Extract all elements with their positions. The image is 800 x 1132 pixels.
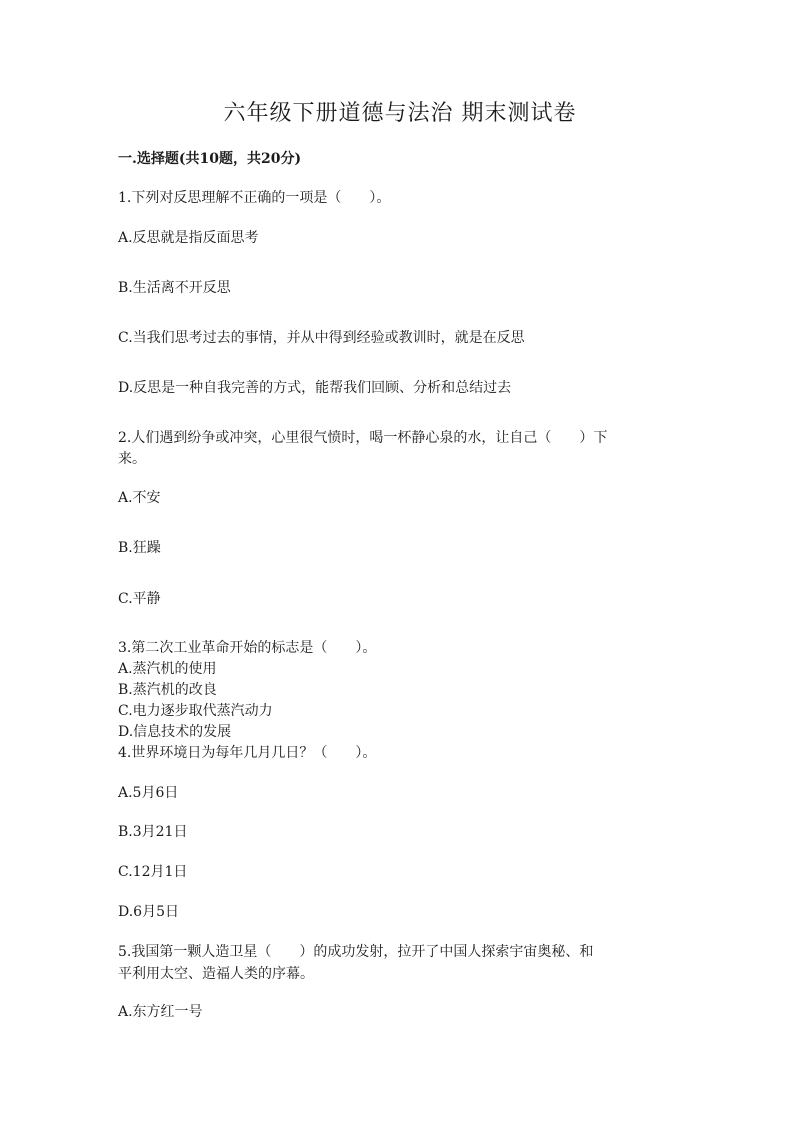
question-3-stem: 3.第二次工业革命开始的标志是（ ）。 bbox=[118, 640, 377, 656]
question-5-option-a: A.东方红一号 bbox=[118, 1004, 203, 1020]
question-3-option-d: D.信息技术的发展 bbox=[118, 724, 232, 740]
question-2-option-c: C.平静 bbox=[118, 591, 161, 607]
question-4-option-b: B.3月21日 bbox=[118, 824, 188, 840]
question-1-stem: 1.下列对反思理解不正确的一项是（ ）。 bbox=[118, 190, 391, 206]
question-4-option-a: A.5月6日 bbox=[118, 785, 179, 801]
question-3-option-a: A.蒸汽机的使用 bbox=[118, 661, 217, 677]
question-4-stem: 4.世界环境日为每年几月几日？（ ）。 bbox=[118, 745, 377, 761]
question-2-stem-line-2: 来。 bbox=[118, 451, 146, 467]
question-3-option-c: C.电力逐步取代蒸汽动力 bbox=[118, 703, 273, 719]
question-5-stem-line-2: 平利用太空、造福人类的序幕。 bbox=[118, 966, 314, 982]
question-4-option-c: C.12月1日 bbox=[118, 864, 188, 880]
question-4-option-d: D.6月5日 bbox=[118, 904, 179, 920]
question-3-option-b: B.蒸汽机的改良 bbox=[118, 682, 217, 698]
question-1-option-d: D.反思是一种自我完善的方式，能帮我们回顾、分析和总结过去 bbox=[118, 380, 512, 396]
question-1-option-c: C.当我们思考过去的事情，并从中得到经验或教训时，就是在反思 bbox=[118, 330, 525, 346]
question-1-option-a: A.反思就是指反面思考 bbox=[118, 230, 259, 246]
question-2-stem-line-1: 2.人们遇到纷争或冲突，心里很气愤时，喝一杯静心泉的水，让自己（ ）下 bbox=[118, 430, 608, 446]
page-title: 六年级下册道德与法治 期末测试卷 bbox=[223, 101, 577, 126]
question-5-stem-line-1: 5.我国第一颗人造卫星（ ）的成功发射，拉开了中国人探索宇宙奥秘、和 bbox=[118, 944, 594, 960]
section-heading: 一.选择题(共10题，共20分) bbox=[118, 151, 302, 167]
question-2-option-b: B.狂躁 bbox=[118, 540, 161, 556]
question-2-option-a: A.不安 bbox=[118, 490, 161, 506]
question-1-option-b: B.生活离不开反思 bbox=[118, 280, 231, 296]
